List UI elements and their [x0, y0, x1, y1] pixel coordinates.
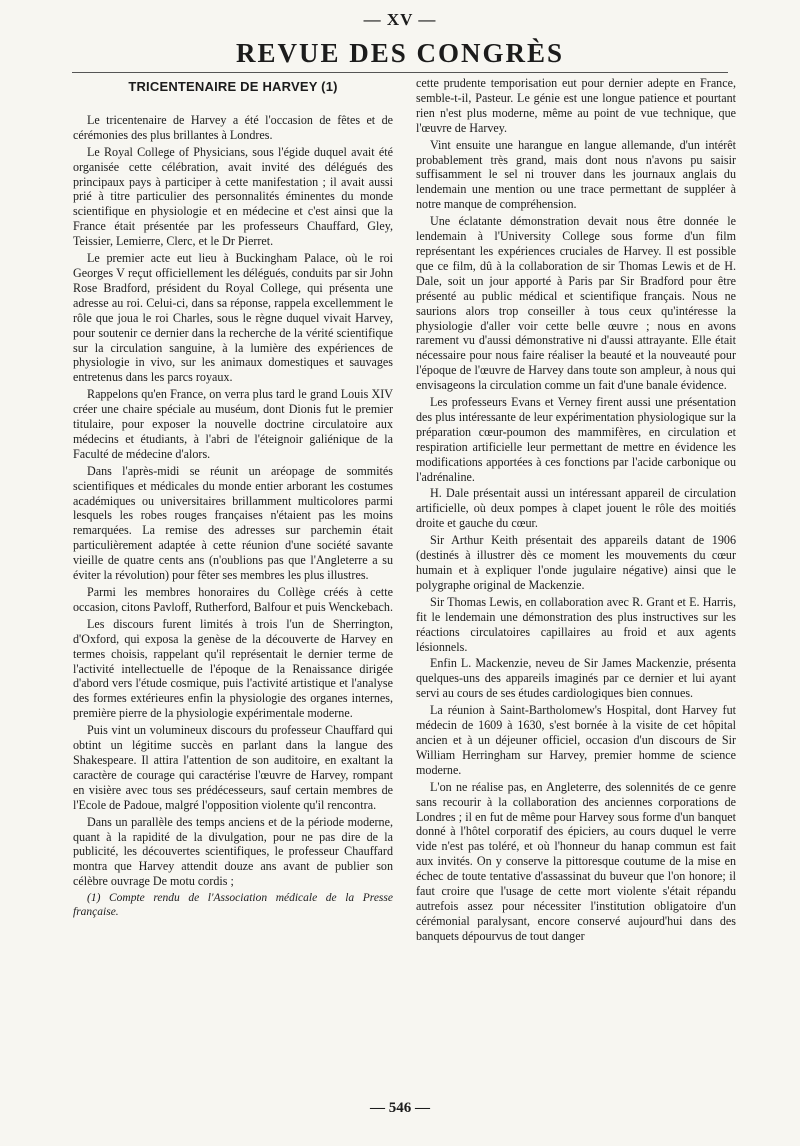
paragraph: Puis vint un volumineux discours du professeur Chauffard qui obtint un légitime succès en parlant dans la langue des Shakespeare. Il attira l'attention de son auditoire, en exaltant la caractère de courage qui caractérise l'œuvre de Harvey, rompant en visière avec tous ses prédécesseurs, sauf certain membres de l'Ecole de Padoue, malgré l'opposition violente qu'il rencontra.	[73, 723, 393, 812]
header-rule	[72, 72, 728, 73]
paragraph: Les professeurs Evans et Verney firent aussi une présentation des plus intéressante de leur expérimentation physiologique sur la préparation cœur-poumon des mammifères, en circulation et respiration artificielle leur permettant de mettre en évidence les modifications apportées à ces fonctions par l'acide carbonique ou l'adrénaline.	[416, 395, 736, 484]
left-column	[73, 74, 393, 921]
paragraph: L'on ne réalise pas, en Angleterre, des solennités de ce genre sans recourir à la collaboration des anciennes corporations de Londres ; il en fut de même pour Harvey sous forme d'un banquet donné à l'hôtel corporatif des épiciers, au cours duquel le verre vide n'est pas toléré, et où l'honneur du hanap commun est fait aux invités. On y conserve la pittoresque coutume de la mise en échec de toute tentative d'assassinat du buveur que l'on honore; il faut croire que l'usage de cette mort violente s'était répandu autrefois assez pour nécessiter l'institution obligatoire d'un cérémonial paralysant, encore conservé aujourd'hui dans des banquets dépourvus de tout danger	[416, 779, 736, 943]
page-number: — 546 —	[370, 1100, 430, 1116]
paragraph-continuation: cette prudente temporisation eut pour dernier adepte en France, semble-t-il, Pasteur. Le génie est une longue patience et pourtant rien n'est plus moderne, même au point de vue technique, que l'œuvre de Harvey.	[416, 76, 736, 135]
paragraph: Les discours furent limités à trois l'un de Sherrington, d'Oxford, qui exposa la genèse de la découverte de Harvey en termes choisis, rappelant qu'il représentait le dernier terme de l'activité intellectuelle de l'époque de la Renaissance dirigée d'abord vers l'étude cosmique, puis l'activité artistique et l'analyse des formes extérieures enfin la physiologie des organes internes, première pierre de la physiologie expérimentale moderne.	[73, 616, 393, 721]
paragraph: Dans un parallèle des temps anciens et de la période moderne, quant à la rapidité de la divulgation, pour ne pas dire de la publicité, les découvertes scientifiques, le professeur Chauffard montra que Harvey attendit douze ans avant de publier son célèbre ouvrage De motu cordis ;	[73, 814, 393, 889]
paragraph: Le Royal College of Physicians, sous l'égide duquel avait été organisée cette célébration, avait invité des délégués des principaux pays à participer à cette manifestation ; il avait aussi prié à titre particulier des personnalités éminentes du monde scientifique en physiologie et en médecine et c'est ainsi que la France était présentée par les professeurs Chauffard, Gley, Teissier, Lemierre, Clerc, et le Dr Pierret.	[73, 144, 393, 249]
paragraph: Une éclatante démonstration devait nous être donnée le lendemain à l'University College sous forme d'un film représentant les expériences cruciales de Harvey. Il est possible que ce film, dû à la collaboration de sir Thomas Lewis et de H. Dale, soit un jour apporté à Paris par Sir Bradford pour être présenté au public médical et scientifique français. Nous ne saurions alors trop conseiller à tous ceux qu'intéresse la physiologie d'aller voir cette belle œuvre ; nous en avons rarement vu d'aussi démonstrative ni d'aussi attrayante. Elle était nécessaire pour nous faire réaliser la beauté et la nouveauté pour l'époque de l'œuvre de Harvey dans toute son ampleur, à nous qui envisageons la circulation comme un fait d'une banale évidence.	[416, 214, 736, 393]
paragraph: Le premier acte eut lieu à Buckingham Palace, où le roi Georges V reçut officiellement les délégués, conduits par sir John Rose Bradford, président du Royal College, qui présenta une adresse au roi. Celui-ci, dans sa réponse, rappela excellemment le rôle que joua le roi Charles, sous le règne duquel vivait Harvey, pour soutenir ce dernier dans la recherche de la vérité scientifique sur la circulation sanguine, à la lumière des expériences de physiologie in vivo, sur les animaux domestiques et sauvages entretenus dans les parcs royaux.	[73, 251, 393, 385]
paragraph: Rappelons qu'en France, on verra plus tard le grand Louis XIV créer une chaire spéciale au muséum, dont Dionis fut le premier titulaire, pour exposer la nouvelle doctrine circulatoire aux médecins et étudiants, à l'abri de l'éteignoir galiénique de la Faculté de médecine d'alors.	[73, 387, 393, 461]
paragraph: Vint ensuite une harangue en langue allemande, d'un intérêt probablement très grand, mais dont nous n'avons pu saisir suffisamment le sel ni trouver dans les journaux anglais du lendemain une mention ou une trace permettant de suppléer à notre manque de compréhension.	[416, 137, 736, 212]
paragraph: La réunion à Saint-Bartholomew's Hospital, dont Harvey fut médecin de 1609 à 1630, s'est bornée à la visite de cet hôpital ancien et à un déjeuner officiel, occasion d'un discours de Sir William Herringham sur Harvey, premier homme de science moderne.	[416, 703, 736, 777]
paragraph: Parmi les membres honoraires du Collège créés à cette occasion, citons Pavloff, Rutherford, Balfour et puis Wenckebach.	[73, 585, 393, 614]
paragraph: Sir Thomas Lewis, en collaboration avec R. Grant et E. Harris, fit le lendemain une démonstration des plus instructives sur les réactions circulatoires capillaires au froid et aux agents lésionnels.	[416, 594, 736, 654]
paragraph: Enfin L. Mackenzie, neveu de Sir James Mackenzie, présenta quelques-uns des appareils imaginés par ce dernier et lui ayant servi au cours de ses études cardiologiques bien connues.	[416, 656, 736, 701]
paragraph: Dans l'après-midi se réunit un aréopage de sommités scientifiques et médicales du monde entier arborant les costumes académiques ou universitaires brillamment multicolores parmi lesquels les robes rouges françaises n'étaient pas les moins remarquées. La remise des adresses sur parchemin était particulièrement adaptée à cette réunion d'une société savante vieille de quatre cents ans (n'oublions pas que l'Angleterre a su éviter la révolution) pour fêter ses membres les plus illustres.	[73, 463, 393, 583]
right-column	[416, 76, 736, 946]
article-title: TRICENTENAIRE DE HARVEY (1)	[128, 79, 338, 94]
section-title: REVUE DES CONGRÈS	[235, 38, 565, 68]
page-number-roman: — XV —	[363, 10, 437, 29]
footnote: (1) Compte rendu de l'Association médicale de la Presse française.	[73, 892, 393, 919]
paragraph: Le tricentenaire de Harvey a été l'occasion de fêtes et de cérémonies des plus brillantes à Londres.	[73, 112, 393, 142]
paragraph: H. Dale présentait aussi un intéressant appareil de circulation artificielle, où deux pompes à clapet jouent le rôle des moitiés droite et gauche du cœur.	[416, 486, 736, 531]
paragraph: Sir Arthur Keith présentait des appareils datant de 1906 (destinés à illustrer dès ce moment les mouvements du cœur humain et à expliquer l'onde jugulaire négative) ainsi que le polygraphe original de Mackenzie.	[416, 533, 736, 592]
